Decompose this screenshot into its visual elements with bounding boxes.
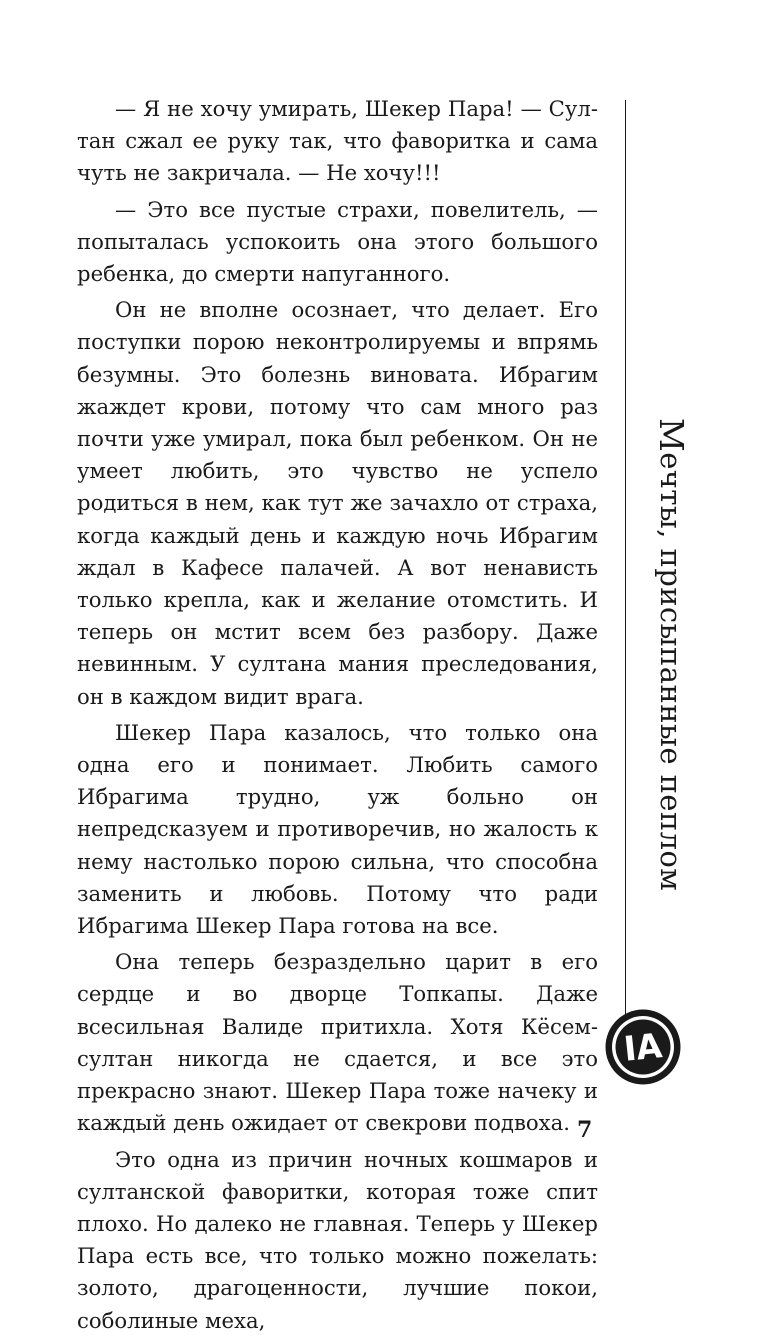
running-title xyxy=(652,418,691,891)
running-title-rest: ечты, присыпанные пеплом xyxy=(654,452,688,892)
paragraph-6: Это одна из причин ночных кошмаров и султанской фаворитки, которая тоже спит плохо. Но далеко не главная. Теперь у Шекер Пара есть все, что только можно пожелать: золото, драгоценности, лучшие покои, соболиные меха, xyxy=(77,1146,598,1333)
paragraph-1: — Я не хочу умирать, Шекер Пара! — Султан сжал ее руку так, что фаворитка и сама чуть не закричала. — Не хочу!!! xyxy=(77,96,598,186)
paragraph-4: Шекер Пара казалось, что только она одна его и понимает. Любить самого Ибрагима трудно, уж больно он непредсказуем и противоречив, но жалость к нему настолько порою сильна, что способна заменить и любовь. Потому что ради Ибрагима Шекер Пара готова на все. xyxy=(77,719,598,939)
page-number: 7 xyxy=(577,1117,593,1143)
series-logo-icon xyxy=(604,1008,682,1086)
paragraph-3: Он не вполне осознает, что делает. Его поступки порою неконтролируемы и впрямь безумны. Это болезнь виновата. Ибрагим жаждет крови, потому что сам много раз почти уже умирал, пока был ребенком. Он не умеет любить, это чувство не успело родиться в нем, как тут же зачахло от страха, когда каждый день и каждую ночь Ибрагим ждал в Кафесе палачей. А вот ненависть только крепла, как и желание отомстить. И теперь он мстит всем без разбору. Даже невинным. У султана мания преследования, он в каждом видит врага. xyxy=(77,297,598,709)
body-text xyxy=(77,93,598,1337)
running-title-initial: М xyxy=(652,418,691,453)
series-logo-letters: IA xyxy=(622,1026,665,1070)
side-rule-divider xyxy=(625,100,626,1020)
paragraph-5: Она теперь безраздельно царит в его сердце и во дворце Топкапы. Даже всесильная Валиде притихла. Хотя Кёсем-султан никогда не сдается, и все это прекрасно знают. Шекер Пара тоже начеку и каждый день ожидает от свекрови подвоха. xyxy=(77,949,598,1136)
paragraph-2: — Это все пустые страхи, повелитель, — попыталась успокоить она этого большого ребенка, до смерти напуганного. xyxy=(77,196,598,287)
